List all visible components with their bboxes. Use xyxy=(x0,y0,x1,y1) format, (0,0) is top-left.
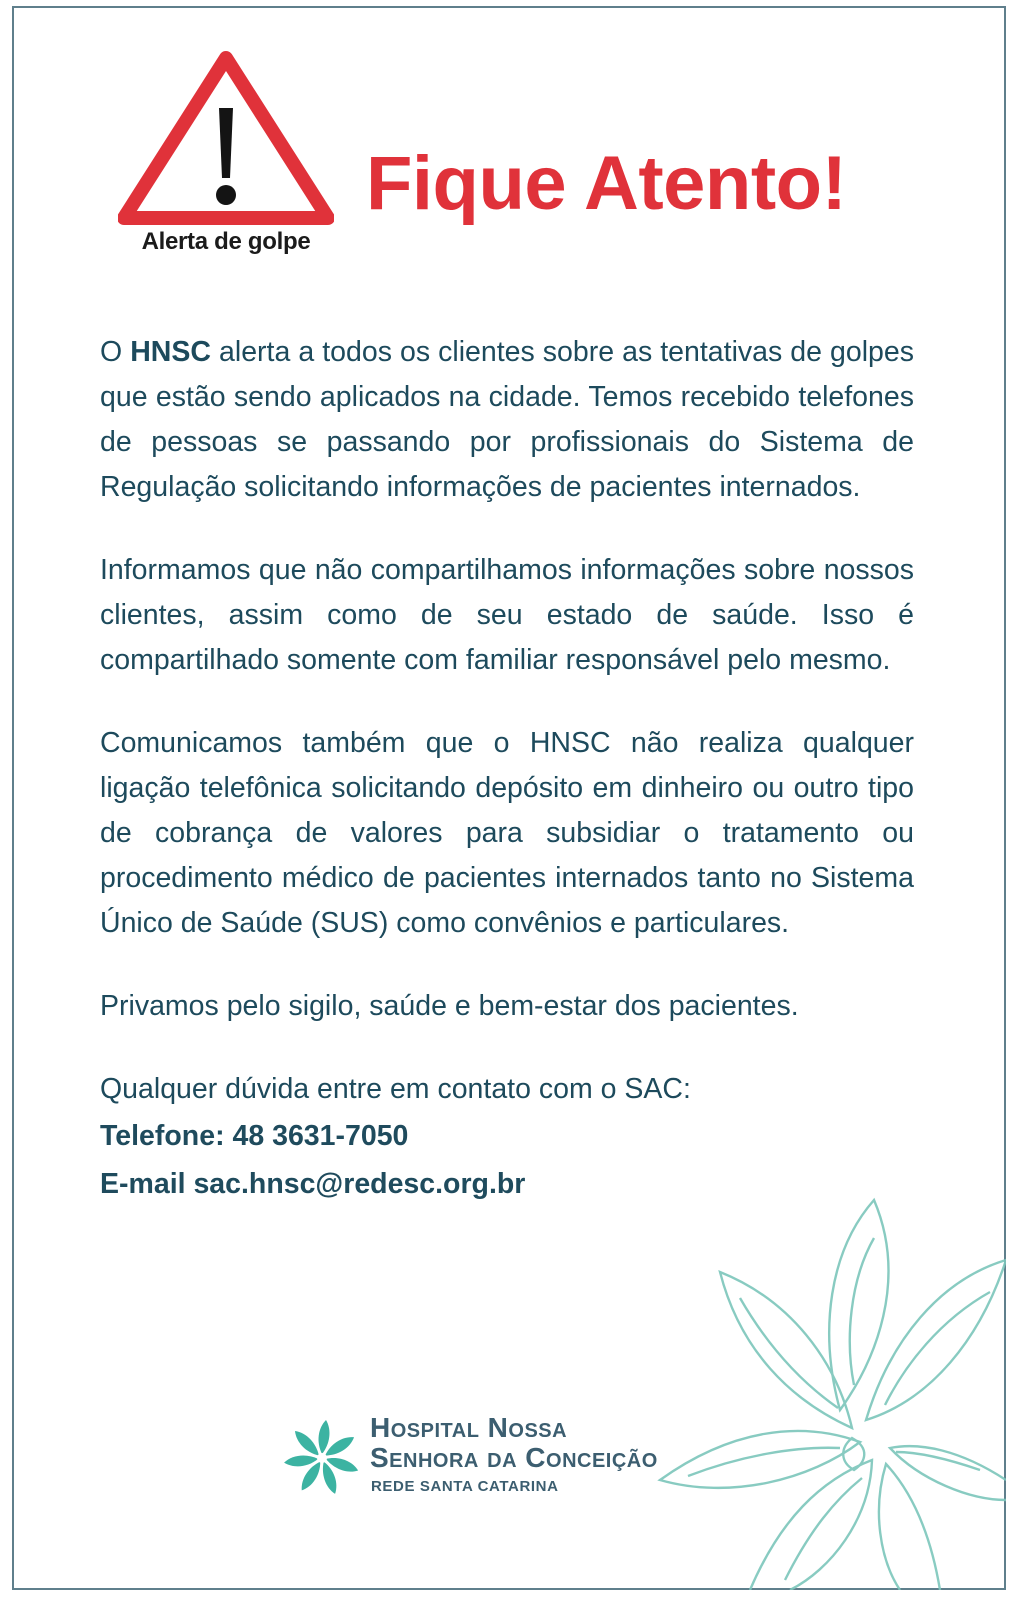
paragraph-4: Privamos pelo sigilo, saúde e bem-estar dos pacientes. xyxy=(100,990,799,1022)
contact-phone: Telefone: 48 3631-7050 xyxy=(100,1120,409,1152)
paragraph-1 xyxy=(100,330,914,510)
contact-email: E-mail sac.hnsc@redesc.org.br xyxy=(100,1168,526,1200)
alert-caption: Alerta de golpe xyxy=(141,228,311,255)
logo-subtitle: REDE SANTA CATARINA xyxy=(371,1478,559,1495)
logo-name-line-2: Senhora da Conceição xyxy=(370,1442,658,1473)
logo-name-line-1: Hospital Nossa xyxy=(370,1412,568,1443)
org-name: HNSC xyxy=(130,336,211,368)
paragraph-1-text: alerta a todos os clientes sobre as tentativas de golpes que estão sendo aplicados na cidade. Temos recebido telefones de pessoas se passando por profissionais do Sistema de Regulação solicitando informações de pacientes internados. xyxy=(100,336,915,503)
contact-intro: Qualquer dúvida entre em contato com o SAC: xyxy=(100,1073,691,1105)
headline: Fique Atento! xyxy=(366,141,847,226)
paragraph-1-prefix: O xyxy=(100,336,131,368)
warning-triangle-icon xyxy=(118,50,334,230)
scam-alert-badge xyxy=(118,50,334,262)
paragraph-3: Comunicamos também que o HNSC não realiza qualquer ligação telefônica solicitando depósito em dinheiro ou outro tipo de cobrança de valores para subsidiar o tratamento ou procedimento médico de pacientes internados tanto no Sistema Único de Saúde (SUS) como convênios e particulares. xyxy=(100,727,914,939)
paragraph-2: Informamos que não compartilhamos informações sobre nossos clientes, assim como de seu estado de saúde. Isso é compartilhado somente com familiar responsável pelo mesmo. xyxy=(100,554,914,676)
flower-logo-icon xyxy=(282,1416,362,1500)
notice-body xyxy=(100,330,914,1208)
hospital-logo xyxy=(282,1412,722,1512)
floral-decoration-icon xyxy=(640,1180,1006,1590)
